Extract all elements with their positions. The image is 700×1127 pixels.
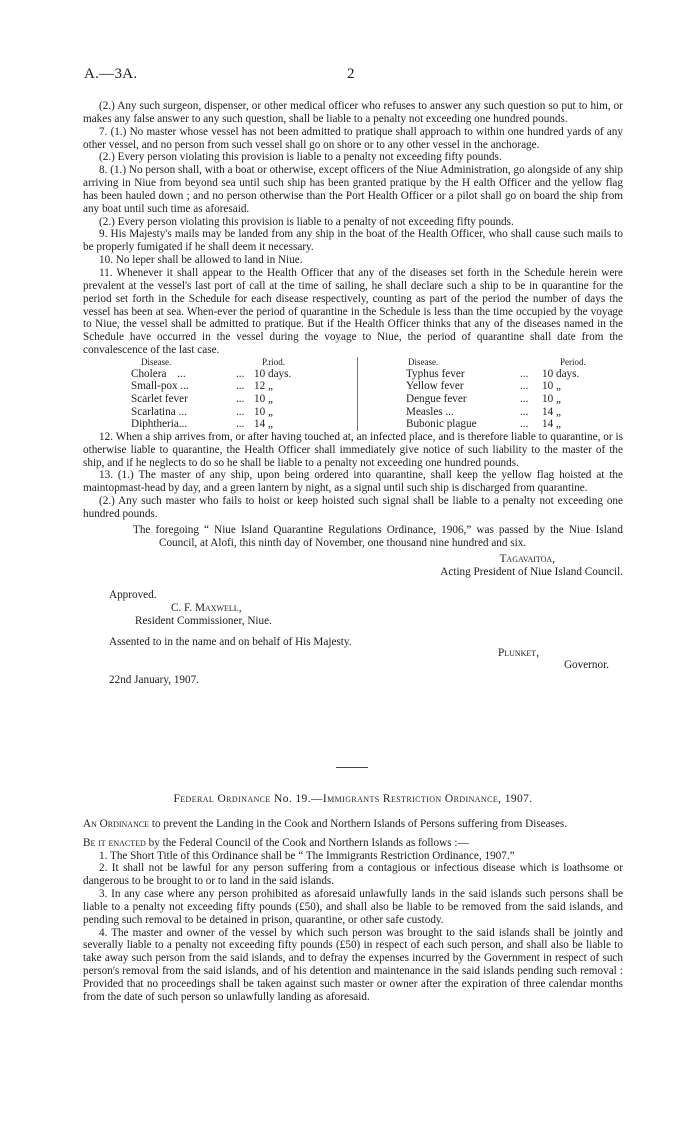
page-number: 2 xyxy=(347,66,355,82)
quarantine-ordinance-text xyxy=(83,100,623,687)
leader-dots: ... xyxy=(236,380,245,393)
immigrants-ordinance-text xyxy=(83,793,623,1004)
disease-name: Typhus fever xyxy=(406,367,465,380)
signatory-name: Tagavaitoa, xyxy=(499,553,555,566)
ordinance-section: 3. In any case where any person prohibited as aforesaid unlawfully lands in the said islands such persons shall be liable to a penalty not exceeding fifty pounds (£50), and shall also be liable to be removed from the said islands, and pending such removal to be detained in prison, quarantine, or other safe custody. xyxy=(83,888,623,926)
column-header-period: P.riod. xyxy=(254,357,358,368)
leader-dots: ... xyxy=(520,405,529,418)
approver-name: C. F. Maxwell, xyxy=(171,601,242,614)
governor-title: Governor. xyxy=(563,659,609,672)
approver-title: Resident Commissioner, Niue. xyxy=(135,614,272,627)
leader-dots: ... xyxy=(520,393,529,406)
paragraph: 8. (1.) No person shall, with a boat or otherwise, except officers of the Niue Administration, go alongside of any ship arriving in Niue from beyond sea until such ship has been granted pratique by the H ealth Officer and the yellow flag has been hauled down ; and no person otherwise than the Port Health Officer or a pilot shall go on board the ship from any boat until such time as aforesaid. xyxy=(83,164,623,215)
leader-dots: ... xyxy=(236,367,245,380)
assent-statement: Assented to in the name and on behalf of His Majesty. xyxy=(109,635,352,648)
disease-name: Small-pox ... xyxy=(131,380,189,393)
quarantine-period: 10 „ xyxy=(254,393,358,406)
leader-dots: ... xyxy=(236,418,245,431)
paragraph: 13. (1.) The master of any ship, upon being ordered into quarantine, shall keep the yellow flag hoisted at the maintopmast-head by day, and a green lantern by night, as a signal until such ship is discharged from quarantine. xyxy=(83,469,623,495)
governor-name: Plunket, xyxy=(497,646,539,659)
paragraph: 11. Whenever it shall appear to the Health Officer that any of the diseases set forth in the Schedule herein were prevalent at the vessel's last port of call at the time of sailing, he shall declare such a ship to be in quarantine for the period set forth in the Schedule for each disease respectively, counting as part of the period the number of days the vessel has been at sea. When-ever the period of quarantine in the Schedule is less than the time occupied by the voyage to Niue, the vessel shall be admitted to pratique. But if the Health Officer thinks that any of the diseases named in the Schedule have occurred in the vessel during the voyage to Niue, the period of quarantine shall date from the convalescence of the last case. xyxy=(83,266,623,357)
disease-name: Yellow fever xyxy=(406,380,464,393)
paragraph: 10. No leper shall be allowed to land in Niue. xyxy=(99,254,303,267)
passage-statement: The foregoing “ Niue Island Quarantine Regulations Ordinance, 1906,” was passed by the Niue Island Council, at Alofi, this ninth day of November, one thousand nine hundred and six. xyxy=(133,523,623,549)
disease-name: Cholera ... xyxy=(131,367,186,380)
ordinance-section: 1. The Short Title of this Ordinance shall be “ The Immigrants Restriction Ordinance, 1907.” xyxy=(99,849,515,862)
quarantine-period: 10 „ xyxy=(542,393,561,406)
paragraph: (2.) Every person violating this provision is liable to a penalty of not exceeding fifty pounds. xyxy=(99,215,514,228)
paragraph: (2.) Any such surgeon, dispenser, or other medical officer who refuses to answer any such question so put to him, or makes any false answer to any such question, shall be liable to a penalty not exceeding one hundred pounds. xyxy=(83,100,623,125)
table-row xyxy=(131,380,591,393)
document-date: 22nd January, 1907. xyxy=(109,674,200,687)
paragraph: 9. His Majesty's mails may be landed from any ship in the boat of the Health Officer, who shall cause such mails to be properly fumigated if he shall deem it necessary. xyxy=(83,228,623,254)
table-row xyxy=(131,368,591,381)
paragraph: 7. (1.) No master whose vessel has not been admitted to pratique shall approach to within one hundred yards of any other vessel, and no person from such vessel shall go on shore or to any other vessel in the anchorage. xyxy=(83,125,623,151)
leader-dots: ... xyxy=(520,367,529,380)
approved-label: Approved. xyxy=(109,589,157,602)
table-header-row xyxy=(131,357,591,368)
paragraph: (2.) Every person violating this provision is liable to a penalty not exceeding fifty pounds. xyxy=(99,151,502,164)
disease-name: Scarlatina ... xyxy=(131,405,187,418)
table-row xyxy=(131,393,591,406)
paragraph: (2.) Any such master who fails to hoist or keep hoisted such signal shall be liable to a penalty not exceeding one hundred pounds. xyxy=(83,495,623,520)
disease-name: Scarlet fever xyxy=(131,393,188,406)
disease-name: Bubonic plague xyxy=(406,418,477,431)
signatory-title: Acting President of Niue Island Council. xyxy=(440,566,623,579)
column-header-period: Period. xyxy=(560,356,586,367)
paragraph: 12. When a ship arrives from, or after having touched at, an infected place, and is therefore liable to quarantine, or is otherwise liable to quarantine, the Health Officer shall immediately give notice of such liability to the master of the ship, and if he neglects to do so he shall be liable to a penalty not exceeding one hundred pounds. xyxy=(83,430,623,469)
disease-name: Diphtheria... xyxy=(131,418,188,431)
ordinance-purpose: An Ordinance to prevent the Landing in the Cook and Northern Islands of Persons suffering from Diseases. xyxy=(83,817,568,830)
ordinance-section: 4. The master and owner of the vessel by which such person was brought to the said islands shall be jointly and severally liable to a penalty not exceeding fifty pounds (£50) in respect of each such person, and shall also be liable to take away such person from the said islands, and to defray the expenses incurred by the Government in respect of such person's removal from the said islands, and of his detention and maintenance in the said islands pending such removal : Provided that no proceedings shall be taken against such master or owner after the expiration of three calendar months from the date of such person so unlawfully landing as aforesaid. xyxy=(83,926,623,1003)
table-row xyxy=(131,418,591,431)
disease-name: Dengue fever xyxy=(406,393,467,406)
quarantine-schedule-table xyxy=(131,357,591,431)
quarantine-period: 14 „ xyxy=(542,418,561,431)
ordinance-section: 2. It shall not be lawful for any person suffering from a contagious or infectious disease which is loathsome or dangerous to be brought to or to land in the said islands. xyxy=(83,862,623,888)
quarantine-period: 10 „ xyxy=(542,380,561,393)
quarantine-period: 10 days. xyxy=(542,367,580,380)
section-divider xyxy=(336,767,368,768)
leader-dots: ... xyxy=(520,418,529,431)
quarantine-period: 14 „ xyxy=(542,405,561,418)
ordinance-heading: Federal Ordinance No. 19.—Immigrants Restriction Ordinance, 1907. xyxy=(173,793,533,805)
enacting-clause: Be it enacted by the Federal Council of the Cook and Northern Islands as follows :— xyxy=(83,836,469,849)
table-row xyxy=(131,406,591,419)
quarantine-period: 12 „ xyxy=(254,380,358,393)
leader-dots: ... xyxy=(520,380,529,393)
leader-dots: ... xyxy=(236,405,245,418)
document-reference: A.—3A. xyxy=(84,66,138,82)
quarantine-period: 10 „ xyxy=(254,406,358,419)
leader-dots: ... xyxy=(236,393,245,406)
quarantine-period: 10 days. xyxy=(254,368,358,381)
column-header-disease: Disease. xyxy=(408,356,439,367)
disease-name: Measles ... xyxy=(406,405,454,418)
quarantine-period: 14 „ xyxy=(254,418,358,431)
column-header-disease: Disease. xyxy=(141,356,172,367)
